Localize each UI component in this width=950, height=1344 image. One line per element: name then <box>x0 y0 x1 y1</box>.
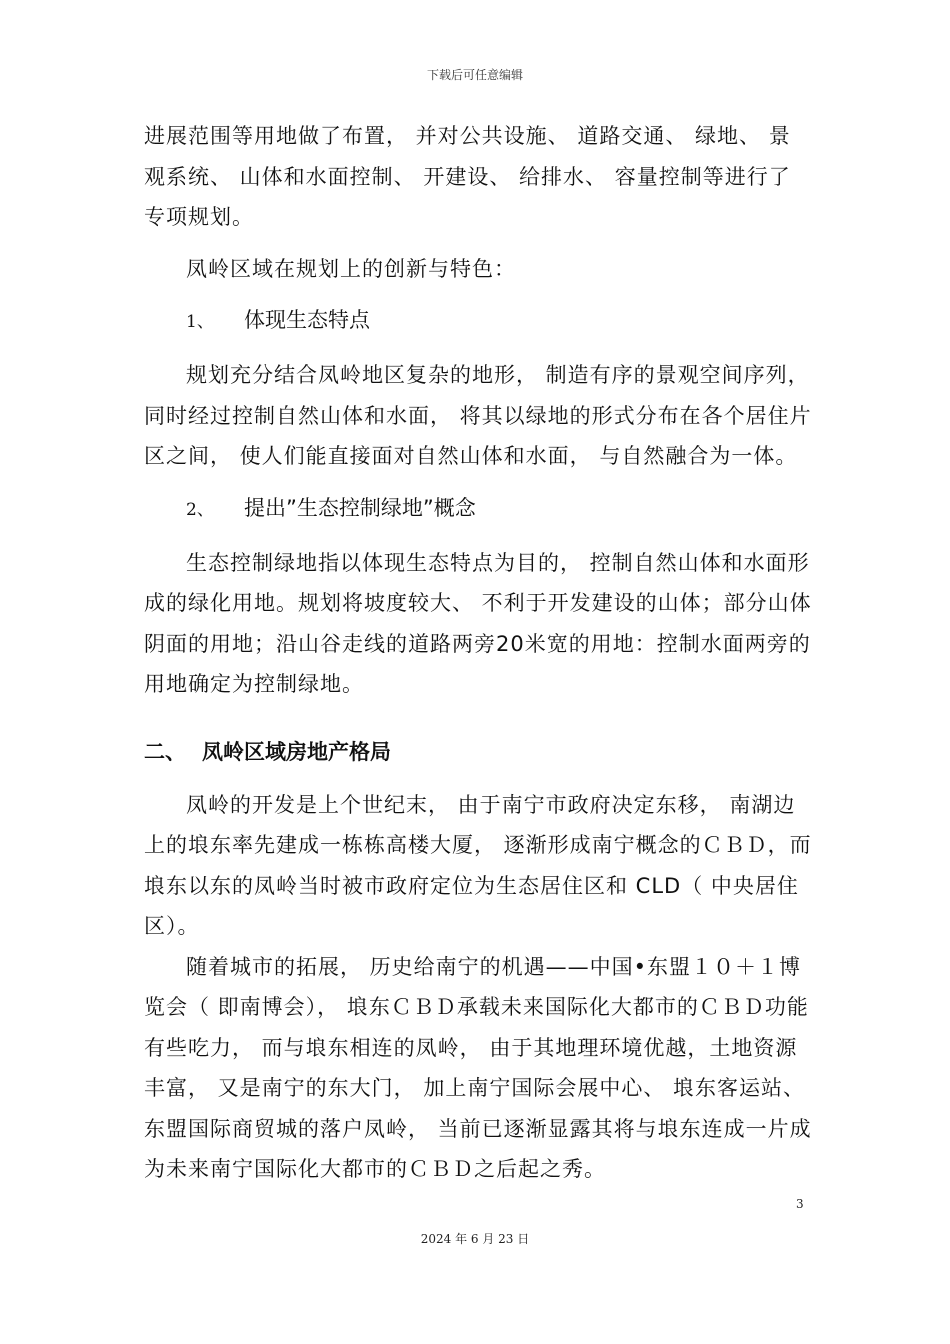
page-header: 下载后可任意编辑 <box>426 68 523 82</box>
list-item-number: 2、 <box>186 499 214 520</box>
list-item-title: 体现生态特点 <box>244 308 370 332</box>
paragraph-development-history: 凤岭的开发是上个世纪末， 由于南宁市政府决定东移， 南湖边上的埌东率先建成一栋栋高楼大厦， 逐渐形成南宁概念的ＣＢＤ，而埌东以东的凤岭当时被市政府定位为生态居住区和 CLD（ 中央居住区）。 <box>144 792 812 938</box>
section-heading <box>144 732 812 772</box>
page-footer-date: 2024 年 6 月 23 日 <box>420 1232 530 1246</box>
list-item-1 <box>144 300 812 342</box>
section-title: 凤岭区域房地产格局 <box>202 739 391 764</box>
paragraph-planning-scope: 进展范围等用地做了布置， 并对公共设施、 道路交通、 绿地、 景观系统、 山体和水面控制、 开建设、 给排水、 容量控制等进行了专项规划。 <box>144 124 791 229</box>
page-number: 3 <box>796 1197 804 1211</box>
list-item-2 <box>144 488 812 530</box>
paragraph-innovation-intro: 凤岭区域在规划上的创新与特色： <box>186 256 516 281</box>
list-item-title: 提出”生态控制绿地”概念 <box>244 495 476 520</box>
paragraph-ecology: 规划充分结合凤岭地区复杂的地形， 制造有序的景观空间序列， 同时经过控制自然山体和水面， 将其以绿地的形式分布在各个居住片区之间， 使人们能直接面对自然山体和水面， 与自然融合为一体。 <box>144 363 812 468</box>
document-body <box>144 116 812 1190</box>
section-number: 二、 <box>144 739 186 764</box>
list-item-number: 1、 <box>186 312 214 332</box>
paragraph-city-expansion: 随着城市的拓展， 历史给南宁的机遇——中国•东盟１０＋１博览会（ 即南博会）， 埌东ＣＢＤ承载未来国际化大都市的ＣＢＤ功能有些吃力， 而与埌东相连的凤岭， 由于其地理环境优越，土地资源丰富， 又是南宁的东大门， 加上南宁国际会展中心、 埌东客运站、 东盟国际商贸城的落户凤岭， 当前已逐渐显露其将与埌东连成一片成为未来南宁国际化大都市的ＣＢＤ之后起之秀。 <box>144 954 812 1181</box>
paragraph-green-control: 生态控制绿地指以体现生态特点为目的， 控制自然山体和水面形成的绿化用地。规划将坡度较大、 不利于开发建设的山体；部分山体阴面的用地；沿山谷走线的道路两旁20米宽的用地：控制水面两旁的用地确定为控制绿地。 <box>144 550 812 696</box>
